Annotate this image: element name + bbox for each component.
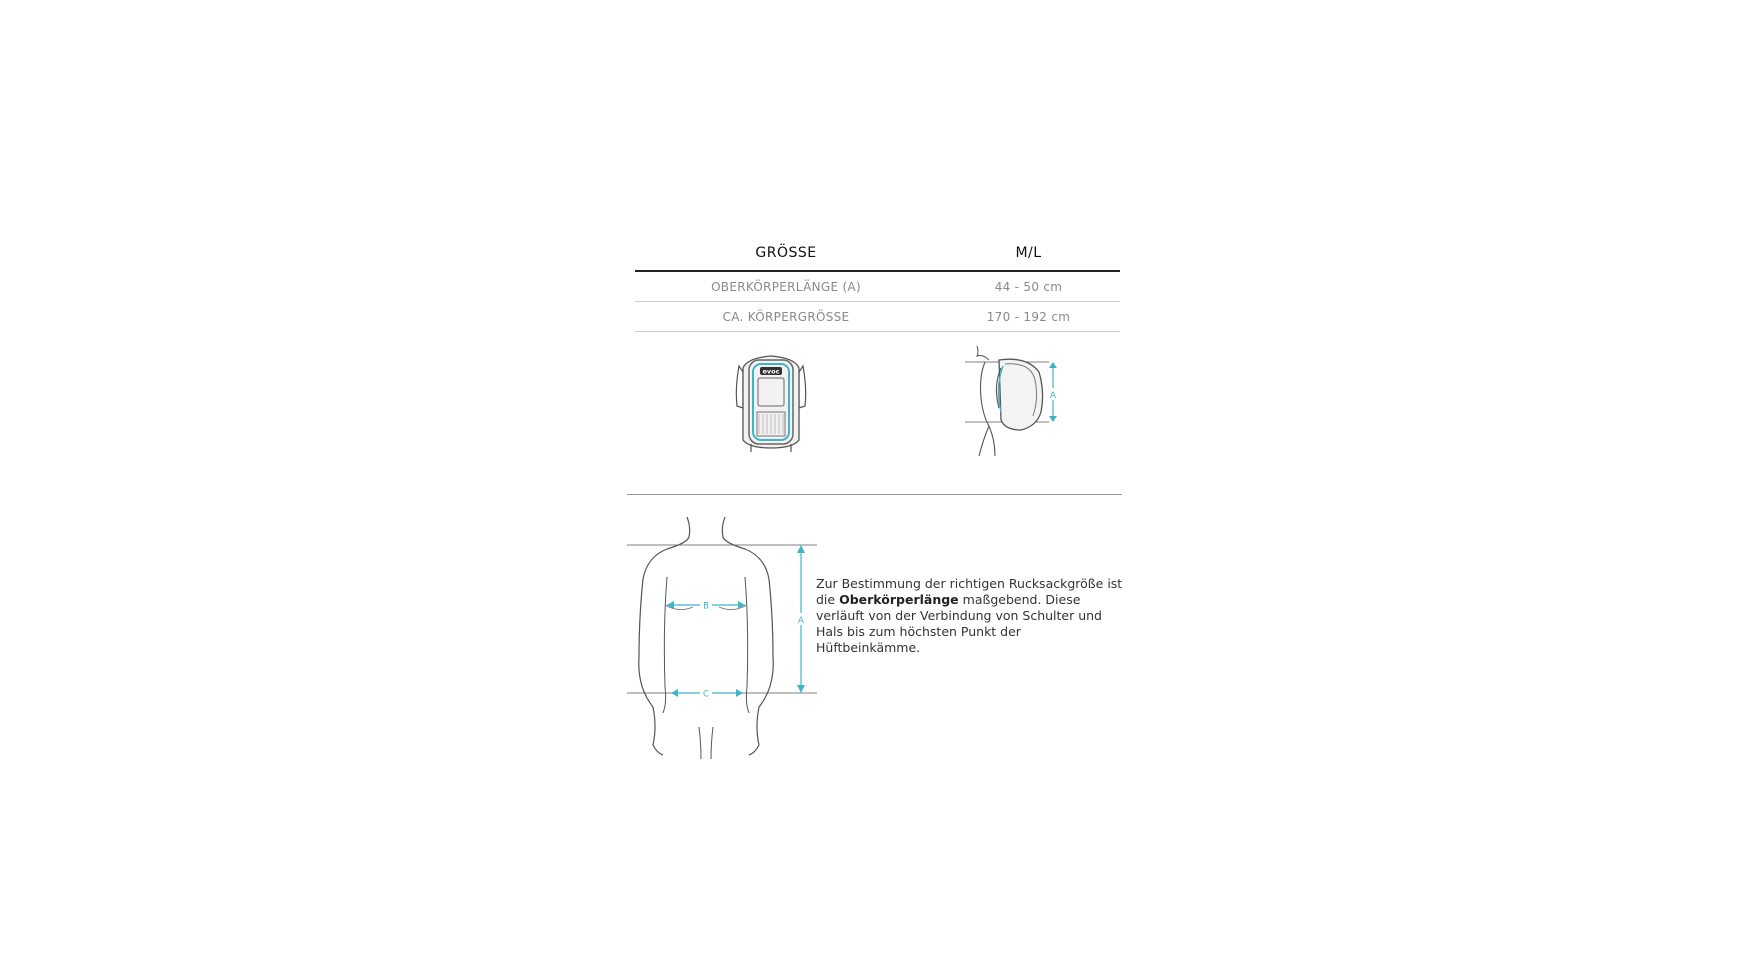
- fit-description: [816, 576, 1126, 656]
- description-emphasis: Oberkörperlänge: [839, 592, 959, 607]
- side-measure-label-a: A: [1049, 391, 1057, 401]
- size-table: [635, 236, 1120, 332]
- description-text-end: maßgebend. Diese verläuft von der Verbindung von Schulter und Hals bis zum höchsten Punkt der Hüftbeinkämme.: [816, 592, 1102, 655]
- table-row: [635, 302, 1120, 332]
- table-header-row: [635, 236, 1120, 271]
- row-value-body-height: 170 - 192 cm: [937, 302, 1120, 332]
- header-size: GRÖSSE: [635, 236, 937, 271]
- table-row: [635, 271, 1120, 302]
- backpack-front-illustration: [733, 348, 809, 454]
- backpack-brand-mark: evoc: [762, 367, 780, 376]
- section-divider: [627, 494, 1122, 495]
- description-text-start: Zur Bestimmung der richtigen Rucksackgröße ist die: [816, 576, 1123, 607]
- torso-label-c: C: [703, 689, 709, 700]
- row-label-body-height: CA. KÖRPERGRÖSSE: [635, 302, 937, 332]
- row-label-torso-length: OBERKÖRPERLÄNGE (A): [635, 271, 937, 302]
- body-measurement-illustration: [627, 517, 817, 759]
- torso-label-b: B: [703, 601, 709, 612]
- size-chart: [627, 236, 1122, 771]
- header-size-ml: M/L: [937, 236, 1120, 271]
- backpack-side-illustration: [965, 346, 1065, 458]
- row-value-torso-length: 44 - 50 cm: [937, 271, 1120, 302]
- torso-label-a: A: [797, 616, 805, 626]
